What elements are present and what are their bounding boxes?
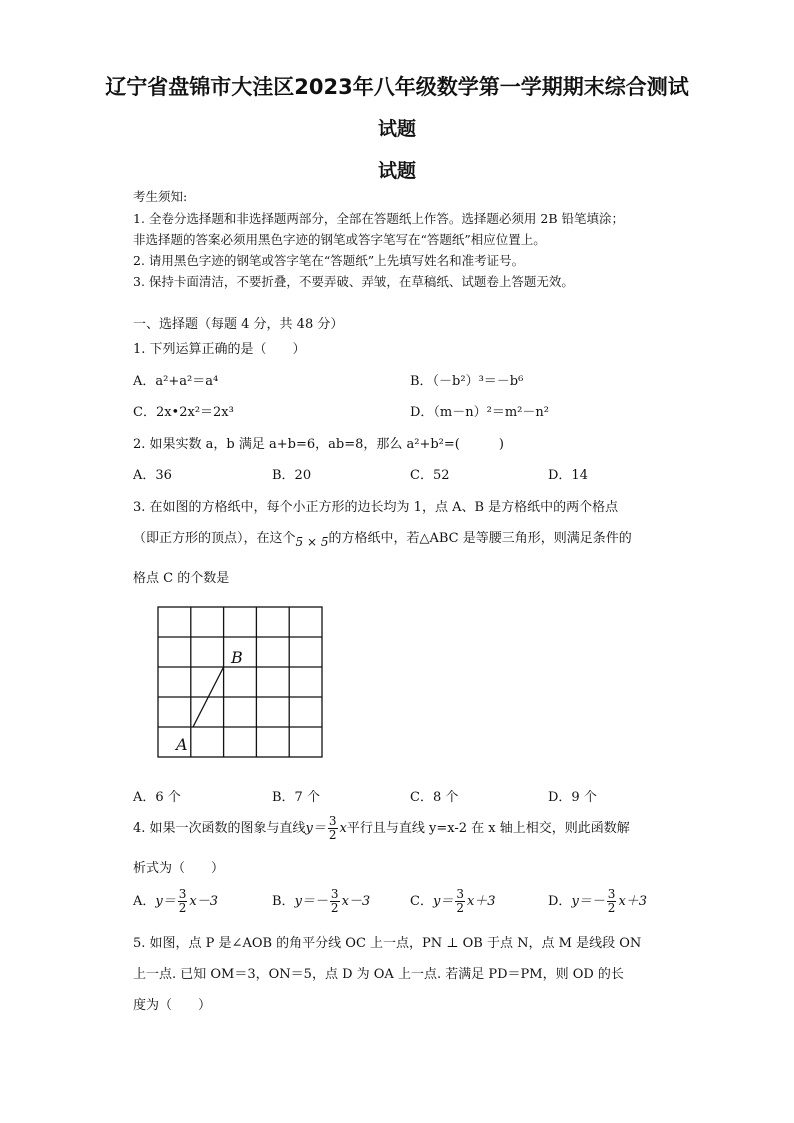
question-4-option-d bbox=[548, 888, 647, 915]
question-3-option-d: D．9 个 bbox=[548, 790, 597, 805]
question-1-option-c: C．2x•2x²＝2x³ bbox=[133, 405, 234, 420]
question-3-option-c: C．8 个 bbox=[410, 790, 459, 805]
fraction-denominator: 2 bbox=[328, 828, 337, 842]
option-tail: x＋3 bbox=[618, 894, 648, 909]
question-1-option-b: B．（－b²）³＝－b⁶ bbox=[410, 374, 524, 389]
question-4-line-1 bbox=[133, 815, 630, 842]
notice-item: 3. 保持卡面清洁，不要折叠，不要弄破、弄皱，在草稿纸、试题卷上答题无效。 bbox=[133, 274, 574, 289]
question-4-text: 4. 如果一次函数的图象与直线 bbox=[133, 821, 306, 836]
question-4-text-tail: 平行且与直线 y=x-2 在 x 轴上相交，则此函数解 bbox=[346, 821, 630, 836]
question-3-line-2 bbox=[133, 527, 632, 549]
fraction-denominator: 2 bbox=[456, 901, 464, 915]
fraction-numerator: 3 bbox=[178, 887, 187, 901]
question-5-line-2: 上一点. 已知 OM＝3，ON＝5，点 D 为 OA 上一点. 若满足 PD＝PM，则 OD 的长 bbox=[133, 967, 624, 982]
fraction bbox=[330, 888, 340, 915]
question-1-option-a: A．a²+a²＝a⁴ bbox=[133, 374, 219, 389]
question-2-option-d: D．14 bbox=[548, 468, 588, 483]
option-label: C． bbox=[410, 894, 433, 909]
fraction-numerator: 3 bbox=[330, 887, 339, 901]
notice-item: 非选择题的答案必须用黑色字迹的钢笔或答字笔写在“答题纸”相应位置上。 bbox=[133, 232, 546, 247]
fraction bbox=[455, 888, 465, 915]
question-3-line-2-tail: 的方格纸中，若△ABC 是等腰三角形，则满足条件的 bbox=[328, 531, 632, 546]
question-4-x: x bbox=[339, 821, 347, 836]
question-3-line-3: 格点 C 的个数是 bbox=[133, 571, 230, 586]
question-5-line-3: 度为（ ） bbox=[133, 998, 212, 1013]
fraction-denominator: 2 bbox=[178, 901, 187, 915]
question-2-option-b: B．20 bbox=[272, 468, 312, 483]
question-3-line-1: 3. 在如图的方格纸中，每个小正方形的边长均为 1，点 A、B 是方格纸中的两个格点 bbox=[133, 500, 619, 515]
fraction-numerator: 3 bbox=[328, 814, 337, 828]
fraction-denominator: 2 bbox=[330, 901, 339, 915]
question-2-option-c: C．52 bbox=[410, 468, 450, 483]
option-tail: x－3 bbox=[341, 894, 371, 909]
page-title: 辽宁省盘锦市大洼区2023年八年级数学第一学期期末综合测试 bbox=[105, 75, 689, 99]
question-4-option-c bbox=[410, 888, 496, 915]
option-label: D． bbox=[548, 894, 572, 909]
question-4-option-b bbox=[272, 888, 370, 915]
question-3-option-a: A．6 个 bbox=[133, 790, 181, 805]
grid-figure bbox=[157, 606, 327, 764]
question-1-option-d: D．（m－n）²＝m²－n² bbox=[410, 405, 549, 420]
option-tail: x＋3 bbox=[466, 894, 496, 909]
question-4-option-a bbox=[133, 888, 218, 915]
fraction-numerator: 3 bbox=[456, 887, 464, 901]
notice-heading: 考生须知: bbox=[133, 189, 188, 204]
option-y: y＝－ bbox=[294, 894, 328, 909]
option-label: A． bbox=[133, 894, 156, 909]
section-heading: 一、选择题（每题 4 分，共 48 分） bbox=[133, 317, 344, 332]
point-b-label: B bbox=[231, 648, 243, 667]
question-1-stem: 1. 下列运算正确的是（ ） bbox=[133, 342, 306, 357]
fraction bbox=[607, 888, 617, 915]
notice-item: 2. 请用黑色字迹的钢笔或答字笔在“答题纸”上先填写姓名和准考证号。 bbox=[133, 253, 525, 268]
option-y: y＝ bbox=[155, 894, 176, 909]
question-4-line-2: 析式为（ ） bbox=[133, 861, 225, 876]
fraction-numerator: 3 bbox=[607, 887, 616, 901]
option-label: B． bbox=[272, 894, 295, 909]
question-5-line-1: 5. 如图，点 P 是∠AOB 的角平分线 OC 上一点，PN ⊥ OB 于点 N，点 M 是线段 ON bbox=[133, 936, 642, 951]
question-4-y: y＝ bbox=[305, 821, 326, 836]
option-tail: x－3 bbox=[189, 894, 218, 909]
page-subtitle: 试题 bbox=[377, 118, 416, 140]
question-2-stem: 2. 如果实数 a，b 满足 a+b=6，ab=8，那么 a²+b²=( ) bbox=[133, 437, 504, 452]
grid-size: 5 × 5 bbox=[295, 535, 329, 549]
question-2-option-a: A．36 bbox=[133, 468, 172, 483]
option-y: y＝ bbox=[432, 894, 454, 909]
question-3-option-b: B．7 个 bbox=[272, 790, 320, 805]
fraction-denominator: 2 bbox=[607, 901, 616, 915]
point-a-label: A bbox=[176, 735, 188, 754]
notice-item: 1. 全卷分选择题和非选择题两部分，全部在答题纸上作答。选择题必须用 2B 铅笔填涂； bbox=[133, 211, 624, 226]
fraction bbox=[328, 815, 338, 842]
page-subtitle-repeat: 试题 bbox=[377, 160, 416, 182]
option-y: y＝－ bbox=[571, 894, 605, 909]
fraction bbox=[178, 888, 188, 915]
question-3-line-2-text: （即正方形的顶点），在这个 bbox=[133, 531, 296, 546]
